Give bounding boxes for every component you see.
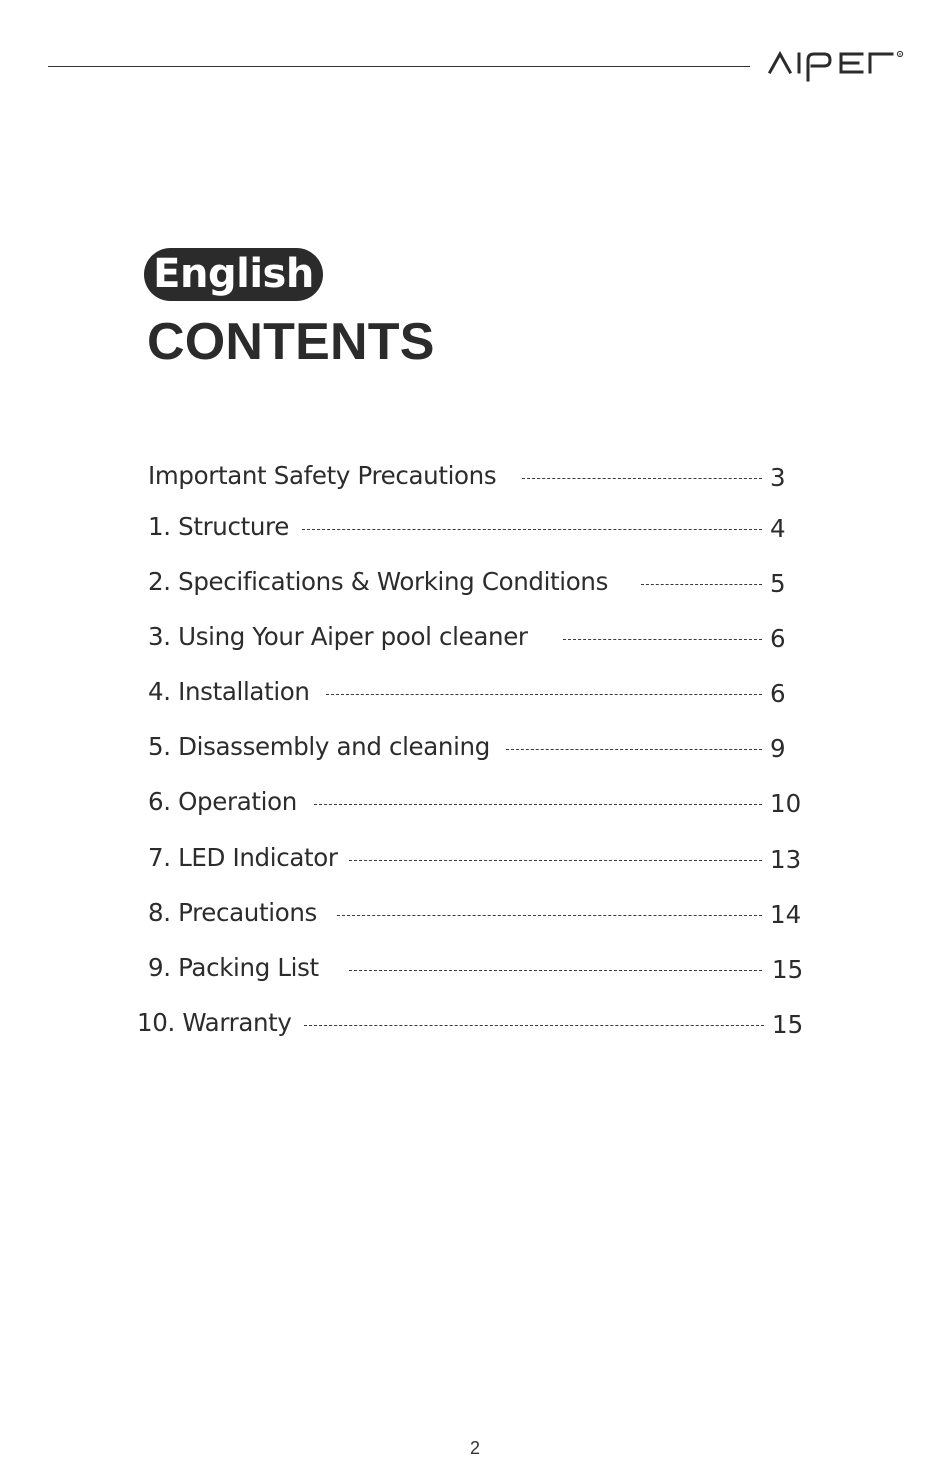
toc-entry-label: 7. LED Indicator [148,843,338,872]
toc-entry[interactable] [0,622,950,652]
toc-entry[interactable] [0,843,950,873]
svg-text:R: R [898,51,902,57]
toc-entry[interactable] [0,461,950,491]
toc-entry-page-number: 5 [770,569,786,598]
toc-entry[interactable] [0,677,950,707]
toc-entry[interactable] [0,898,950,928]
page-title: CONTENTS [147,313,435,371]
toc-entry-label: 5. Disassembly and cleaning [148,732,490,761]
toc-dot-leader [349,970,762,971]
toc-entry-label: 1. Structure [148,512,289,541]
toc-dot-leader [641,584,762,585]
toc-entry-label: 3. Using Your Aiper pool cleaner [148,622,528,651]
toc-entry-label: 8. Precautions [148,898,317,927]
toc-entry[interactable] [0,567,950,597]
aiper-logo [766,46,906,86]
header-divider [48,66,750,67]
language-badge: English [144,248,323,301]
toc-entry-page-number: 6 [770,624,786,653]
toc-entry-page-number: 14 [770,900,802,929]
toc-entry[interactable] [0,1008,950,1038]
page-number: 2 [469,1438,480,1458]
toc-dot-leader [522,478,762,479]
toc-entry-label: Important Safety Precautions [148,461,497,490]
toc-dot-leader [337,915,762,916]
toc-entry-page-number: 4 [770,514,786,543]
toc-dot-leader [506,749,762,750]
toc-entry-label: 6. Operation [148,787,297,816]
toc-entry-page-number: 3 [770,463,786,492]
toc-entry-page-number: 6 [770,679,786,708]
toc-dot-leader [302,529,762,530]
toc-entry-page-number: 15 [772,1010,804,1039]
toc-dot-leader [314,804,762,805]
toc-entry-page-number: 9 [770,734,786,763]
toc-dot-leader [304,1025,764,1026]
toc-entry-label: 4. Installation [148,677,310,706]
toc-entry-label: 9. Packing List [148,953,319,982]
toc-entry[interactable] [0,512,950,542]
toc-entry-label: 2. Specifications & Working Conditions [148,567,609,596]
toc-dot-leader [326,694,762,695]
toc-dot-leader [563,639,762,640]
toc-entry-label: 10. Warranty [137,1008,292,1037]
toc-entry[interactable] [0,732,950,762]
toc-entry-page-number: 10 [770,789,802,818]
toc-entry-page-number: 13 [770,845,802,874]
toc-entry-page-number: 15 [772,955,804,984]
toc-dot-leader [349,860,762,861]
toc-entry[interactable] [0,787,950,817]
toc-entry[interactable] [0,953,950,983]
